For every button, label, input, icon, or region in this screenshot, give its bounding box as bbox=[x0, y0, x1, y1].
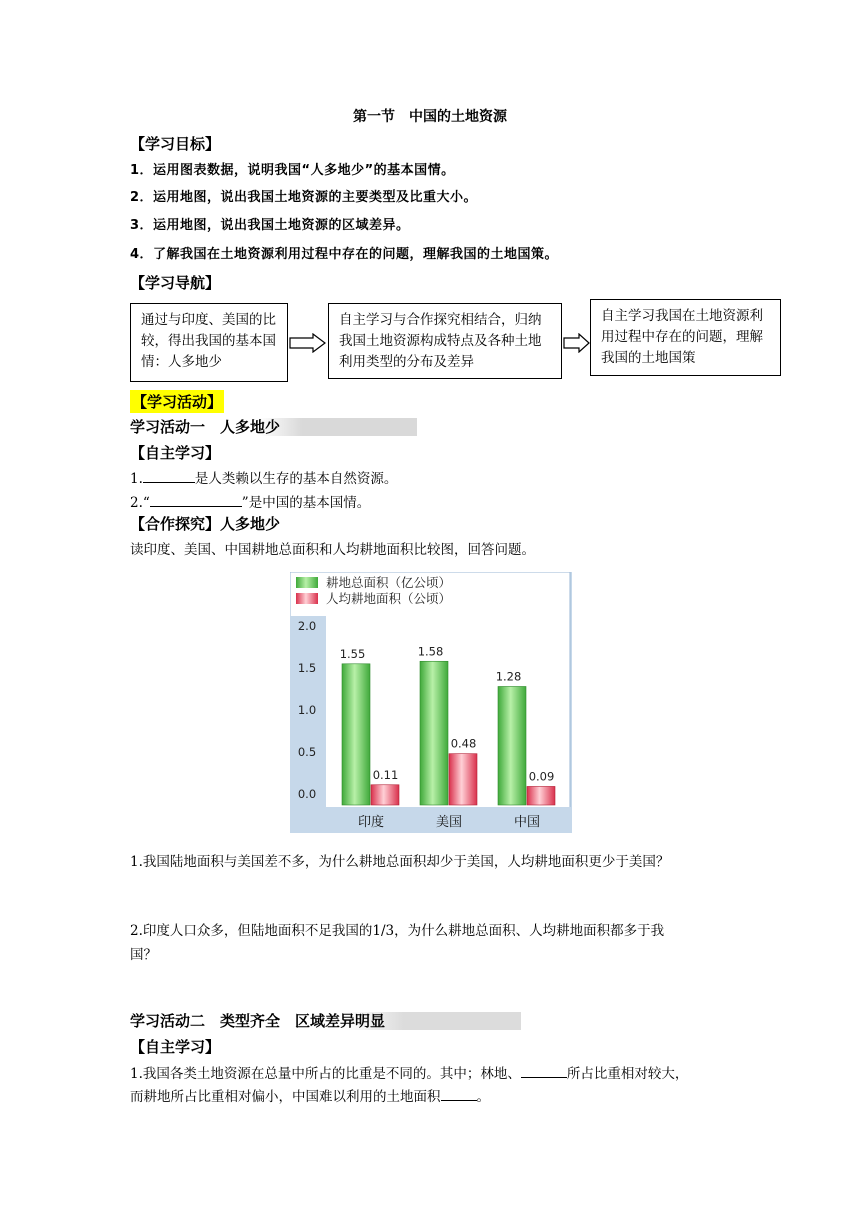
legend-swatch bbox=[296, 593, 318, 604]
data-label: 1.55 bbox=[339, 646, 366, 661]
legend-swatch bbox=[296, 577, 318, 588]
bar bbox=[498, 686, 526, 805]
bar bbox=[371, 785, 399, 805]
objective-item-3: 3．运用地图，说出我国土地资源的区域差异。 bbox=[130, 218, 410, 233]
farmland-comparison-chart bbox=[290, 572, 572, 833]
question-text: 是人类赖以生存的基本自然资源。 bbox=[194, 471, 398, 487]
x-tick-label: 印度 bbox=[357, 815, 385, 830]
nav-box-policy-text: 自主学习我国在土地资源利用过程中存在的问题，理解我国的土地国策 bbox=[601, 308, 763, 366]
y-tick-label: 0.5 bbox=[297, 745, 317, 759]
answer-blank[interactable] bbox=[143, 470, 195, 483]
chart-instruction: 读印度、美国、中国耕地总面积和人均耕地面积比较图，回答问题。 bbox=[130, 542, 535, 558]
data-label: 1.58 bbox=[417, 644, 444, 659]
bar bbox=[527, 786, 555, 805]
question-2-line-2: 国？ bbox=[130, 947, 157, 963]
bar bbox=[420, 661, 448, 805]
objective-item-4: 4．了解我国在土地资源利用过程中存在的问题，理解我国的土地国策。 bbox=[130, 247, 559, 262]
bar bbox=[449, 754, 477, 805]
self-study-heading: 【自主学习】 bbox=[130, 444, 221, 462]
objective-item-1: 1．运用图表数据，说明我国“人多地少”的基本国情。 bbox=[130, 163, 455, 178]
fill-question-1 bbox=[130, 467, 397, 487]
y-tick-label: 2.0 bbox=[297, 619, 317, 633]
y-tick-label: 0.0 bbox=[297, 787, 317, 801]
legend-label: 人均耕地面积（公顷） bbox=[326, 591, 452, 606]
data-label: 0.09 bbox=[528, 769, 555, 784]
answer-blank[interactable] bbox=[441, 1088, 477, 1101]
question-number: 1. bbox=[130, 471, 143, 487]
data-label: 0.11 bbox=[372, 767, 399, 782]
data-label: 0.48 bbox=[450, 736, 477, 751]
objectives-heading: 【学习目标】 bbox=[130, 135, 221, 153]
activity2-heading: 学习活动二 类型齐全 区域差异明显 bbox=[130, 1012, 386, 1030]
cooperative-inquiry-heading: 【合作探究】人多地少 bbox=[130, 515, 281, 533]
activity2-question-1-line-1 bbox=[130, 1062, 688, 1082]
question-2-line-1: 2.印度人口众多，但陆地面积不足我国的1/3，为什么耕地总面积、人均耕地面积都多于我 bbox=[130, 923, 665, 939]
question-text: 所占比重相对较大， bbox=[566, 1066, 689, 1082]
bar bbox=[342, 664, 370, 805]
bar-chart-svg bbox=[290, 572, 572, 833]
activities-heading: 【学习活动】 bbox=[130, 390, 224, 413]
question-text: 而耕地所占比重相对偏小，中国难以利用的土地面积 bbox=[130, 1089, 441, 1105]
question-1: 1.我国陆地面积与美国差不多，为什么耕地总面积却少于美国，人均耕地面积更少于美国？ bbox=[130, 854, 670, 870]
legend-label: 耕地总面积（亿公顷） bbox=[326, 575, 452, 590]
y-tick-label: 1.0 bbox=[297, 703, 317, 717]
activity2-question-1-line-2 bbox=[130, 1085, 490, 1105]
answer-blank[interactable] bbox=[521, 1065, 567, 1078]
question-text: 。 bbox=[476, 1089, 490, 1105]
answer-blank[interactable] bbox=[150, 494, 242, 507]
page-title: 第一节 中国的土地资源 bbox=[353, 109, 507, 125]
nav-box-policy bbox=[590, 299, 781, 376]
right-arrow-icon bbox=[563, 333, 591, 353]
activity1-heading: 学习活动一 人多地少 bbox=[130, 418, 281, 436]
self-study-heading-2: 【自主学习】 bbox=[130, 1038, 221, 1056]
data-label: 1.28 bbox=[495, 669, 522, 684]
x-tick-label: 美国 bbox=[435, 815, 463, 830]
y-tick-label: 1.5 bbox=[297, 661, 317, 675]
fill-question-2 bbox=[130, 491, 370, 511]
nav-box-study-text: 自主学习与合作探究相结合，归纳我国土地资源构成特点及各种土地利用类型的分布及差异 bbox=[339, 312, 542, 370]
question-number: 2.“ bbox=[130, 495, 150, 511]
nav-box-study bbox=[328, 303, 562, 379]
question-text: ”是中国的基本国情。 bbox=[241, 495, 371, 511]
navigation-heading: 【学习导航】 bbox=[130, 274, 221, 292]
nav-box-comparison bbox=[130, 303, 288, 382]
right-arrow-icon bbox=[289, 333, 327, 353]
question-text: 1.我国各类土地资源在总量中所占的比重是不同的。其中；林地、 bbox=[130, 1066, 521, 1082]
x-tick-label: 中国 bbox=[513, 815, 541, 830]
nav-box-comparison-text: 通过与印度、美国的比较，得出我国的基本国情：人多地少 bbox=[141, 312, 276, 370]
objective-item-2: 2．运用地图，说出我国土地资源的主要类型及比重大小。 bbox=[130, 190, 478, 205]
